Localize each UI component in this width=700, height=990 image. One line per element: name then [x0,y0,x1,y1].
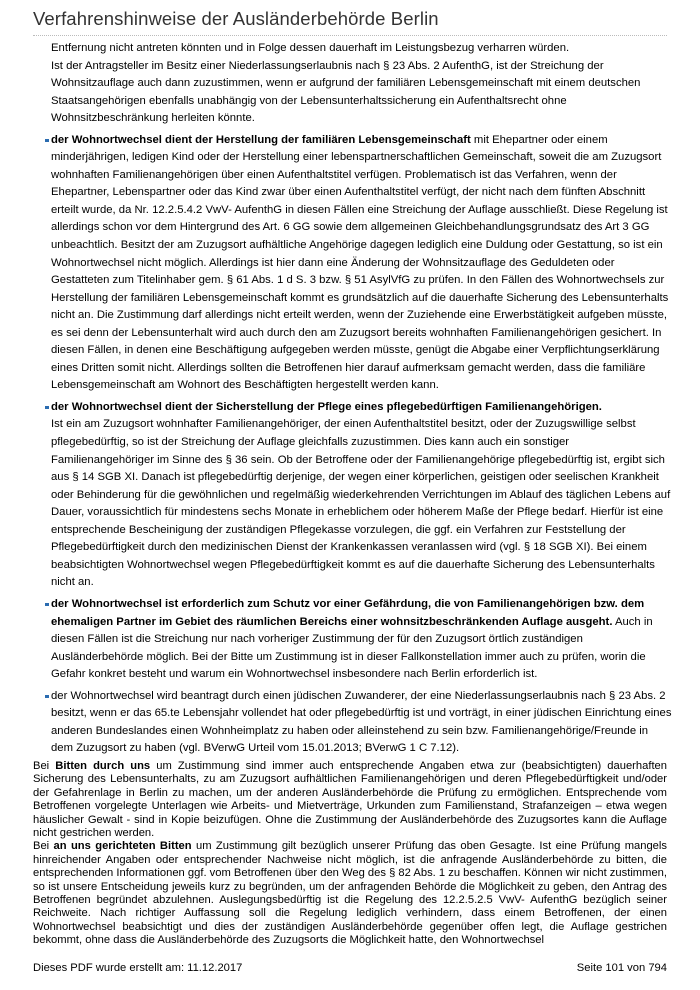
bullet-icon [45,695,49,699]
bullet-icon [45,603,49,607]
list-item [51,596,673,684]
header-divider [33,35,667,36]
intro-paragraph-1: Entfernung nicht antreten könnten und in Folge dessen dauerhaft im Leistungsbezug verharren würden. [51,42,570,54]
paragraph-bitten-an-uns [33,840,667,947]
list-item-text: mit Ehepartner oder einem minderjährigen, ledigen Kind oder der Herstellung einer lebenspartnerschaftlichen Gemeinschaft, soweit die am Zuzugsort wohnhaften Familienangehörigen über einen Aufenthaltstitel verfügen. Problematisch ist das Verfahren, wenn der Ehepartner, Lebenspartner oder das Kind zwar über einen Aufenthaltstitel verfügt, der nicht nach dem fünften Abschnitt erteilt wurde, da Nr. 12.2.5.4.2 VwV- AufenthG in diesen Fällen eine Streichung der Auflage ausschließt. Diese Regelung ist allerdings schon vor dem Hintergrund des Art. 6 GG sowie dem allgemeinen Gleichbehandlungsgrundsatz des Art 3 GG unbeachtlich. Besitzt der am Zuzugsort aufhältliche Angehörige dagegen lediglich eine Duldung oder Gestattung, so ist ein Wohnortwechsel nicht möglich. Allerdings ist hier dann eine Änderung der Wohnsitzauflage des Geduldeten oder Gestatteten zum Titelinhaber gem. § 61 Abs. 1 d S. 3 bzw. § 51 AsylVfG zu prüfen. In den Fällen des Wohnortwechsels zur Herstellung der familiären Lebensgemeinschaft kommt es grundsätzlich auf die dauerhafte Sicherung des Lebensunterhalts nicht an. Die Zustimmung darf allerdings nicht erteilt werden, wenn der Zuziehende eine Erwerbstätigkeit aufgeben müsste, es sei denn der Lebensunterhalt wird auch durch den am Zuzugsort bereits wohnhaften Familienangehörigen gesichert. In diesen Fällen, in denen eine Beschäftigung aufgegeben werden müsste, genügt die Abgabe einer Verpflichtungserklärung eines Dritten somit nicht. Allerdings sollten die Betroffenen hier darauf aufmerksam gemacht werden, dass die familiäre Lebensgemeinschaft am Wohnort des Beschäftigten hergestellt werden kann. [51,133,669,392]
bullet-icon [45,139,49,143]
list-item [51,399,673,592]
paragraph-bold: an uns gerichteten Bitten [53,840,192,853]
page-header [33,8,673,36]
paragraph-prefix: Bei [33,840,54,853]
intro-block [51,40,671,128]
list-item-heading: der Wohnortwechsel dient der Herstellung der familiären Lebensgemeinschaft [51,133,471,146]
page-footer [33,962,667,974]
list-item-heading: der Wohnortwechsel ist erforderlich zum Schutz vor einer Gefährdung, die von Familienangehörigen bzw. dem ehemaligen Partner im Gebiet des räumlichen Bereichs einer wohnsitzbeschränkenden Auflage ausgeht. [51,597,645,628]
document-body [0,40,700,948]
list-item [51,688,673,758]
list-item-text: der Wohnortwechsel wird beantragt durch einen jüdischen Zuwanderer, der eine Niederlassungserlaubnis nach § 23 Abs. 2 besitzt, wenn er das 65.te Lebensjahr vollendet hat oder pflegebedürftig ist und vorträgt, in einer jüdischen Einrichtung eines anderen Bundeslandes einen Wohnheimplatz zu haben oder alleinstehend zu sein bzw. Familienangehörige/Freunde in dem Zuzugsort zu haben (vgl. BVerwG Urteil vom 15.01.2013; BVerwG 1 C 7.12). [51,689,672,755]
list-item-heading: der Wohnortwechsel dient der Sicherstellung der Pflege eines pflegebedürftigen Familienangehörigen. [51,400,602,413]
page-title: Verfahrenshinweise der Ausländerbehörde Berlin [33,8,439,29]
paragraph-prefix: Bei [33,759,56,772]
paragraph-text: um Zustimmung gilt bezüglich unserer Prüfung das oben Gesagte. Ist eine Prüfung mangels hinreichender Angaben oder entsprechender Nachweise nicht möglich, ist die anfragende Ausländerbehörde zu bitten, die entsprechenden Informationen ggf. vom Betroffenen über den Weg des § 82 Abs. 1 zu beschaffen. Können wir nicht zustimmen, so ist unsere Entscheidung jeweils kurz zu begründen, um der anfragenden Behörde die Möglichkeit zu geben, den Antrag des Betroffenen begründet abzulehnen. Auslegungsbedürftig ist die Regelung des 12.2.5.2.5 VwV- AufenthG bezüglich seiner Reichweite. Nach richtiger Auffassung soll die Regelung lediglich verhindern, dass einem Betroffenen, der einen Wohnortwechsel beabsichtigt und dies der zuständigen Ausländerbehörde gegenüber offen legt, die Auflage gestrichen bekommt, ohne dass die Ausländerbehörde des Zuzugsorts die Möglichkeit hatte, den Wohnortwechsel [33,840,667,947]
intro-paragraph-2: Ist der Antragsteller im Besitz einer Niederlassungserlaubnis nach § 23 Abs. 2 AufenthG, ist der Streichung der Wohnsitzauflage auch dann zuzustimmen, wenn er aufgrund der familiären Lebensgemeinschaft mit einem deutschen Staatsangehörigen ebenfalls unabhängig von der Lebensunterhaltssicherung ein Aufenthaltsrecht ohne Wohnsitzbeschränkung herleiten könnte. [51,59,641,125]
list-item-text: Ist ein am Zuzugsort wohnhafter Familienangehöriger, der einen Aufenthaltstitel besitzt, oder der Zuzugswillige selbst pflegebedürftig, so ist der Streichung der Auflage gleichfalls zuzustimmen. Dies kann auch ein sonstiger Familienangehöriger im Sinne des § 36 sein. Ob der Betroffene oder der Familienangehörige pflegebedürftig ist, ergibt sich aus § 14 SGB XI. Danach ist pflegebedürftig derjenige, der wegen einer körperlichen, geistigen oder seelischen Krankheit oder Behinderung für die gewöhnlichen und regelmäßig wiederkehrenden Verrichtungen im Ablauf des täglichen Lebens auf Dauer, voraussichtlich für mindestens sechs Monate in erheblichem oder höherem Maße der Pflege bedarf. Hierfür ist eine entsprechende Bescheinigung der zuständigen Pflegekasse vorzulegen, die ggf. ein Verfahren zur Feststellung der Pflegebedürftigkeit durch den medizinischen Dienst der Krankenkassen veranlassen wird (vgl. § 18 SGB XI). Bei einem beabsichtigten Wohnortwechsel wegen Pflegebedürftigkeit kommt es auf die dauerhafte Sicherung des Lebensunterhalts nicht an. [51,418,671,589]
paragraph-bitten-durch-uns [33,760,667,840]
case-list [0,132,700,758]
bullet-icon [45,406,49,410]
footer-page-number: Seite 101 von 794 [576,962,667,974]
paragraph-bold: Bitten durch uns [55,759,151,772]
list-item [51,132,673,395]
paragraph-text: um Zustimmung sind immer auch entsprechende Angaben etwa zur (beabsichtigten) dauerhaften Sicherung des Lebensunterhalts, zu am Zuzugsort aufhältlichen Familienangehörigen und deren Pflegebedürftigkeit und/oder der Gefahrenlage in Berlin zu machen, um der anderen Ausländerbehörde die Prüfung zu ermöglichen. Entsprechende vom Betroffenen vorgelegte Unterlagen wie Arbeits- und Mietverträge, Urkunden zum Familienstand, Strafanzeigen – etwa wegen häuslicher Gewalt - sind in Kopie beizufügen. Ohne die Zustimmung der Ausländerbehörde des Zuzugsortes kann die Auflage nicht gestrichen werden. [33,759,667,839]
list-item-text: Auch in diesen Fällen ist die Streichung nur nach vorheriger Zustimmung der für den Zuzugsort örtlich zuständigen Ausländerbehörde möglich. Bei der Bitte um Zustimmung ist in dieser Fallkonstellation immer auch zu prüfen, worin die Gefahr konkret besteht und warum ein Wohnortwechsel insbesondere nach Berlin erforderlich ist. [51,615,653,681]
footer-created-date: Dieses PDF wurde erstellt am: 11.12.2017 [33,962,243,974]
